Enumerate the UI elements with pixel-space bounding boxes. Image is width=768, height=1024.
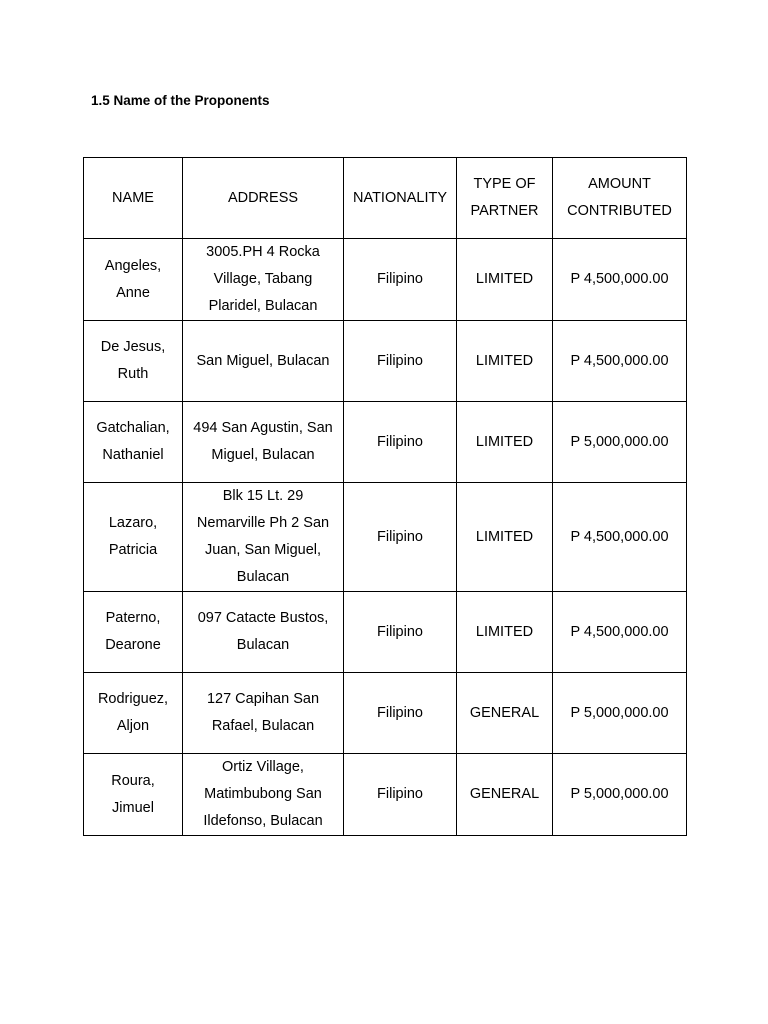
cell-amount: P 4,500,000.00 xyxy=(553,321,687,402)
cell-name: Paterno, Dearone xyxy=(84,592,183,673)
cell-amount: P 5,000,000.00 xyxy=(553,402,687,483)
cell-name: De Jesus, Ruth xyxy=(84,321,183,402)
cell-name: Lazaro, Patricia xyxy=(84,483,183,592)
cell-address: Ortiz Village, Matimbubong San Ildefonso, Bulacan xyxy=(183,754,344,836)
header-address: ADDRESS xyxy=(183,158,344,239)
table-row xyxy=(84,754,687,836)
cell-type: LIMITED xyxy=(457,321,553,402)
cell-nationality: Filipino xyxy=(344,754,457,836)
cell-name: Angeles, Anne xyxy=(84,239,183,321)
table-row xyxy=(84,592,687,673)
cell-nationality: Filipino xyxy=(344,592,457,673)
proponents-table xyxy=(83,157,687,836)
cell-nationality: Filipino xyxy=(344,673,457,754)
cell-address: 494 San Agustin, San Miguel, Bulacan xyxy=(183,402,344,483)
cell-nationality: Filipino xyxy=(344,321,457,402)
cell-type: GENERAL xyxy=(457,754,553,836)
cell-amount: P 4,500,000.00 xyxy=(553,483,687,592)
header-type-of-partner: TYPE OF PARTNER xyxy=(457,158,553,239)
cell-name: Rodriguez, Aljon xyxy=(84,673,183,754)
cell-name: Gatchalian, Nathaniel xyxy=(84,402,183,483)
section-title: 1.5 Name of the Proponents xyxy=(91,93,270,108)
cell-type: LIMITED xyxy=(457,239,553,321)
cell-address: Blk 15 Lt. 29 Nemarville Ph 2 San Juan, San Miguel, Bulacan xyxy=(183,483,344,592)
table-row xyxy=(84,239,687,321)
cell-type: LIMITED xyxy=(457,483,553,592)
header-nationality: NATIONALITY xyxy=(344,158,457,239)
table-header-row xyxy=(84,158,687,239)
cell-address: 3005.PH 4 Rocka Village, Tabang Plaridel, Bulacan xyxy=(183,239,344,321)
header-name: NAME xyxy=(84,158,183,239)
cell-amount: P 4,500,000.00 xyxy=(553,239,687,321)
cell-type: LIMITED xyxy=(457,592,553,673)
cell-nationality: Filipino xyxy=(344,239,457,321)
cell-type: GENERAL xyxy=(457,673,553,754)
cell-name: Roura, Jimuel xyxy=(84,754,183,836)
cell-address: San Miguel, Bulacan xyxy=(183,321,344,402)
cell-type: LIMITED xyxy=(457,402,553,483)
cell-address: 097 Catacte Bustos, Bulacan xyxy=(183,592,344,673)
cell-nationality: Filipino xyxy=(344,483,457,592)
table-row xyxy=(84,402,687,483)
cell-address: 127 Capihan San Rafael, Bulacan xyxy=(183,673,344,754)
table-row xyxy=(84,321,687,402)
table-row xyxy=(84,483,687,592)
cell-nationality: Filipino xyxy=(344,402,457,483)
cell-amount: P 5,000,000.00 xyxy=(553,673,687,754)
cell-amount: P 5,000,000.00 xyxy=(553,754,687,836)
header-amount-contributed: AMOUNT CONTRIBUTED xyxy=(553,158,687,239)
table-row xyxy=(84,673,687,754)
cell-amount: P 4,500,000.00 xyxy=(553,592,687,673)
